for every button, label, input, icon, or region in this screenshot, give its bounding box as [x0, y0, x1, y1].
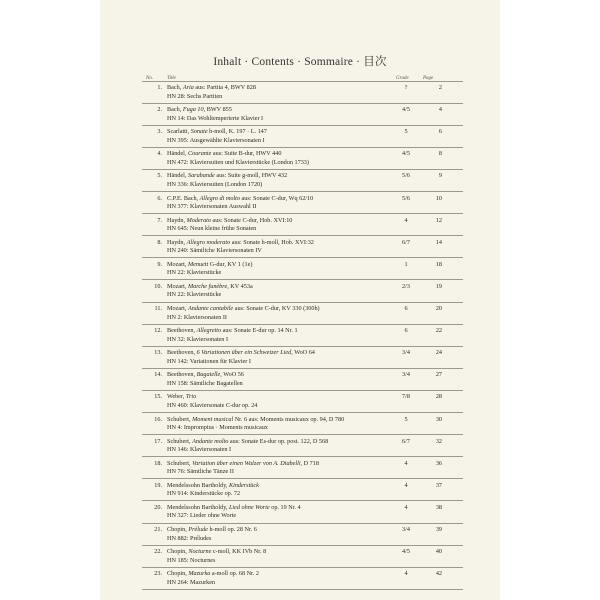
- entry-page: 30: [435, 415, 442, 423]
- entry-grade: ?: [404, 84, 408, 91]
- entry-source: aus: Partita 4, BWV 828: [193, 84, 256, 91]
- entry-number: 22.: [154, 548, 162, 556]
- entry-edition: HN 14: Das Wohltemperierte Klavier I: [167, 114, 264, 122]
- entry-title-line: [167, 106, 232, 113]
- entry-grade: 3/4: [402, 526, 410, 533]
- entry-edition: HN 28: Sechs Partiten: [167, 92, 223, 100]
- entry-composer: Haydn,: [167, 216, 187, 224]
- entry-title-line: [167, 327, 298, 334]
- entry-piece-title: Allegro moderato: [186, 238, 231, 246]
- entry-composer: Haydn,: [167, 238, 187, 246]
- header-rule: [142, 81, 463, 82]
- entry-composer: Chopin,: [167, 570, 189, 578]
- entry-title-line: [167, 526, 257, 533]
- entry-source: aus: Sonate C-dur, KV 330 (300h): [233, 305, 320, 312]
- column-header-title: Title: [167, 76, 176, 81]
- entry-piece-title: Moment musical: [192, 415, 234, 423]
- entry-edition: HN 76: Sämtliche Tänze II: [167, 468, 234, 476]
- entry-composer: Mozart,: [167, 260, 188, 268]
- entry-title-line: [167, 570, 259, 577]
- entry-number: 23.: [154, 570, 162, 578]
- entry-composer: Bach,: [167, 84, 183, 91]
- entry-page: 40: [435, 548, 442, 556]
- entry-composer: Schubert,: [167, 415, 193, 423]
- entry-source: aus: Suite g-moll, HWV 432: [214, 172, 288, 180]
- entry-piece-title: Andante cantabile: [187, 305, 234, 312]
- entry-page: 18: [435, 260, 442, 268]
- entry-piece-title: 6 Variationen über ein Schweizer Lied: [196, 349, 292, 357]
- entry-grade: 4: [404, 503, 408, 511]
- entry-edition: HN 4: Impromptus · Moments musicaux: [167, 424, 268, 431]
- entry-grade: 6/7: [402, 437, 410, 445]
- entry-page: 14: [435, 238, 442, 246]
- entry-title-line: [167, 371, 244, 378]
- entry-grade: 4/5: [402, 548, 410, 556]
- entry-page: 6: [438, 128, 442, 136]
- column-header-grade: Grade: [396, 76, 409, 81]
- entry-composer: Beethoven,: [167, 349, 197, 357]
- entry-source: , KV 453a: [227, 282, 253, 290]
- entry-number: 7.: [157, 216, 162, 224]
- entry-source: op. 19 Nr. 4: [269, 503, 301, 511]
- entry-composer: Chopin,: [167, 548, 189, 556]
- entry-number: 9.: [157, 260, 162, 268]
- entry-grade: 2/3: [402, 282, 410, 290]
- entry-piece-title: Nocturne: [188, 548, 212, 556]
- entry-composer: Mozart,: [167, 305, 188, 312]
- entry-piece-title: Trio: [185, 393, 197, 401]
- entry-page: 9: [438, 172, 442, 180]
- entry-composer: Schubert,: [167, 459, 193, 467]
- entry-title-line: [167, 239, 314, 246]
- entry-page: 19: [435, 282, 442, 290]
- entry-page: 4: [438, 106, 442, 114]
- entry-number: 6.: [157, 194, 162, 202]
- entry-title-line: [167, 84, 256, 91]
- entry-number: 17.: [154, 437, 162, 445]
- entry-page: 32: [435, 437, 442, 445]
- entry-composer: Händel,: [167, 172, 188, 180]
- entry-composer: Mendelssohn Bartholdy,: [167, 503, 229, 511]
- entry-source: , WoO 56: [220, 371, 244, 379]
- entry-title-line: [167, 128, 267, 135]
- entry-title-line: [167, 261, 252, 268]
- entry-edition: HN 22: Klavierstücke: [167, 291, 222, 299]
- entry-page: 39: [435, 526, 442, 533]
- entry-composer: Schubert,: [167, 437, 193, 445]
- entry-grade: 3/4: [402, 371, 410, 379]
- entry-grade: 5/6: [402, 194, 410, 202]
- entry-title-line: [167, 460, 319, 467]
- entry-piece-title: Bagatelle: [196, 371, 221, 379]
- entry-page: 28: [435, 393, 442, 401]
- entry-number: 20.: [154, 503, 162, 511]
- entry-piece-title: Prélude: [188, 526, 208, 533]
- entry-number: 21.: [154, 526, 162, 533]
- entry-composer: Mozart,: [167, 282, 188, 290]
- entry-composer: Weber,: [167, 393, 186, 401]
- entry-source: aus: Sonate C-dur, Wq 62/10: [240, 194, 314, 202]
- entry-number: 2.: [157, 106, 162, 114]
- entry-title-line: [167, 195, 313, 202]
- page-title: Inhalt · Contents · Sommaire · 目次: [213, 56, 387, 68]
- entry-edition: HN 327: Lieder ohne Worte: [167, 512, 237, 520]
- entry-edition: HN 240: Sämtliche Klaviersonaten IV: [167, 247, 262, 255]
- entry-source: Nr. 6 aus: Moments musicaux op. 94, D 780: [233, 415, 345, 423]
- entry-grade: 6/7: [402, 238, 410, 246]
- entry-source: , WoO 64: [291, 349, 315, 357]
- entry-number: 4.: [157, 150, 162, 158]
- entry-number: 10.: [154, 282, 162, 290]
- column-header-page: Page: [423, 76, 434, 81]
- entry-title-line: [167, 349, 315, 356]
- entry-edition: HN 2: Klaviersonaten II: [167, 313, 227, 321]
- column-header-no: No.: [146, 76, 154, 81]
- entry-grade: 7/8: [402, 393, 410, 401]
- entry-piece-title: Variation über einen Walzer von A. Diabelli: [192, 459, 301, 467]
- entry-composer: Scarlatti,: [167, 128, 191, 136]
- entry-page: 42: [435, 570, 442, 578]
- entry-edition: HN 32: Klaviersonaten I: [167, 335, 228, 343]
- entry-piece-title: Menuett: [187, 260, 209, 268]
- entry-edition: HN 158: Sämtliche Bagatellen: [167, 379, 243, 387]
- entry-grade: 4: [404, 570, 408, 578]
- entry-composer: Chopin,: [167, 526, 189, 533]
- entry-source: aus: Sonate Es-dur op. post. 122, D 568: [228, 437, 329, 445]
- entry-number: 16.: [154, 415, 162, 423]
- entry-edition: HN 645: Neun kleine frühe Sonaten: [167, 225, 257, 233]
- entry-source: a-moll op. 68 Nr. 2: [210, 570, 259, 578]
- entry-piece-title: Aria: [182, 84, 194, 91]
- entry-grade: 6: [404, 305, 408, 312]
- entry-piece-title: Courante: [187, 150, 212, 158]
- entry-page: 2: [438, 84, 442, 91]
- entry-piece-title: Marche funèbre: [187, 282, 228, 290]
- entry-edition: HN 460: Klaviersonate C-dur op. 24: [167, 401, 258, 409]
- entry-grade: 4: [404, 216, 408, 224]
- entry-edition: HN 146: Klaviersonaten I: [167, 446, 232, 454]
- entry-grade: 5/6: [402, 172, 410, 180]
- entry-edition: HN 142: Variationen für Klavier I: [167, 357, 251, 365]
- entry-rule: [142, 589, 463, 590]
- entry-piece-title: Allegro di molto: [199, 194, 240, 202]
- entry-edition: HN 882: Préludes: [167, 534, 212, 542]
- entry-source: h-moll, K. 197 · L. 147: [207, 128, 267, 136]
- entry-page: 27: [435, 371, 442, 379]
- entry-page: 20: [435, 305, 442, 312]
- entry-piece-title: Sonate: [190, 128, 208, 136]
- entry-piece-title: Andante molto: [192, 437, 229, 445]
- entry-number: 19.: [154, 481, 162, 489]
- entry-title-line: [167, 548, 266, 555]
- contents-page: [100, 0, 500, 600]
- entry-title-line: [167, 504, 301, 511]
- entry-composer: Bach,: [167, 106, 183, 114]
- entry-title-line: [167, 416, 344, 423]
- entry-source: h-moll op. 28 Nr. 6: [207, 526, 257, 533]
- entry-number: 1.: [157, 84, 162, 91]
- entry-page: 36: [435, 459, 442, 467]
- entry-source: aus: Sonate C-dur, Hob. XVI:10: [211, 216, 293, 224]
- entry-title-line: [167, 305, 320, 312]
- entry-source: c-moll, KK IVb Nr. 8: [211, 548, 267, 556]
- entry-number: 5.: [157, 172, 162, 180]
- entry-page: 10: [435, 194, 442, 202]
- entry-edition: HN 336: Klaviersuiten (London 1720): [167, 180, 263, 188]
- entry-composer: C.P.E. Bach,: [167, 194, 200, 202]
- entry-piece-title: Fuga 10: [182, 106, 204, 114]
- entry-grade: 4: [404, 459, 408, 467]
- entry-number: 14.: [154, 371, 162, 379]
- entry-title-line: [167, 283, 253, 290]
- entry-title-line: [167, 217, 292, 224]
- entry-grade: 4/5: [402, 150, 410, 158]
- entry-composer: Mendelssohn Bartholdy,: [167, 481, 229, 489]
- entry-number: 12.: [154, 327, 162, 335]
- entry-number: 8.: [157, 238, 162, 246]
- entry-piece-title: Sarabande: [187, 172, 215, 180]
- entry-page: 22: [435, 327, 442, 335]
- entry-page: 38: [435, 503, 442, 511]
- entry-number: 13.: [154, 349, 162, 357]
- entry-edition: HN 264: Mazurken: [167, 578, 216, 586]
- entry-title-line: [167, 438, 328, 445]
- entry-page: 24: [435, 349, 442, 357]
- entry-grade: 6: [404, 327, 408, 335]
- entry-title-line: [167, 482, 259, 489]
- entry-number: 15.: [154, 393, 162, 401]
- entry-number: 11.: [154, 305, 162, 312]
- entry-piece-title: Lied ohne Worte: [228, 503, 270, 511]
- entry-number: 3.: [157, 128, 162, 136]
- entry-source: aus: Suite B-dur, HWV 440: [211, 150, 282, 158]
- entry-grade: 3/4: [402, 349, 410, 357]
- entry-grade: 4/5: [402, 106, 410, 114]
- entry-piece-title: Kinderstück: [228, 481, 259, 489]
- entry-composer: Beethoven,: [167, 371, 197, 379]
- entry-edition: HN 377: Klaviersonaten Auswahl II: [167, 203, 257, 210]
- entry-title-line: [167, 172, 287, 179]
- entry-title-line: [167, 393, 196, 400]
- entry-number: 18.: [154, 459, 162, 467]
- entry-grade: 4: [404, 481, 408, 489]
- entry-edition: HN 395: Ausgewählte Klaviersonaten I: [167, 136, 265, 144]
- entry-source: , D 718: [300, 459, 319, 467]
- entry-source: aus: Sonate E-dur op. 14 Nr. 1: [221, 327, 298, 335]
- entry-edition: HN 22: Klavierstücke: [167, 269, 222, 277]
- entry-edition: HN 472: Klaviersuiten und Klavierstücke (London 1733): [167, 158, 309, 166]
- entry-title-line: [167, 150, 281, 157]
- entry-grade: 1: [404, 260, 408, 268]
- entry-composer: Händel,: [167, 150, 188, 158]
- entry-page: 12: [435, 216, 442, 224]
- entry-page: 8: [438, 150, 442, 158]
- entry-source: G-dur, KV 1 (1e): [208, 260, 253, 268]
- entry-grade: 5: [404, 415, 408, 423]
- entry-page: 37: [435, 481, 442, 489]
- entry-source: aus: Sonate h-moll, Hob. XVI:32: [230, 238, 314, 246]
- entry-edition: HN 914: Kinderstücke op. 72: [167, 490, 241, 498]
- entry-source: , BWV 855: [203, 106, 232, 114]
- entry-grade: 5: [404, 128, 408, 136]
- entry-piece-title: Moderato: [186, 216, 211, 224]
- entry-edition: HN 185: Nocturnes: [167, 556, 216, 564]
- entry-piece-title: Allegretto: [196, 327, 222, 335]
- entry-piece-title: Mazurka: [188, 570, 211, 578]
- entry-composer: Beethoven,: [167, 327, 197, 335]
